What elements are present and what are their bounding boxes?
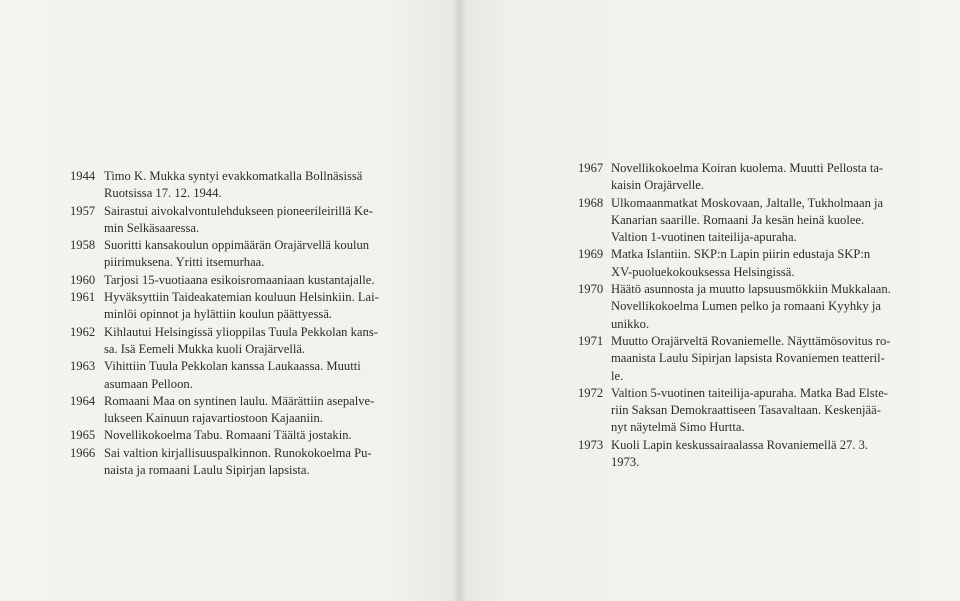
entry-text — [104, 358, 405, 393]
entry-line: Kanarian saarille. Romaani Ja kesän heinä kuolee. — [611, 212, 865, 227]
timeline-entry — [70, 324, 405, 359]
entry-text — [104, 445, 405, 480]
entry-year: 1962 — [70, 324, 96, 339]
entry-line: Kuoli Lapin keskussairaalassa Rovaniemellä 27. 3. — [611, 437, 869, 452]
entry-text — [104, 168, 405, 203]
entry-year: 1964 — [70, 393, 96, 408]
timeline-entry — [70, 168, 405, 203]
entry-line: asumaan Pelloon. — [104, 376, 193, 391]
entry-text — [611, 333, 918, 385]
book-spine — [452, 0, 466, 601]
entry-text — [104, 203, 405, 238]
timeline-entry — [578, 281, 918, 333]
entry-line: Tarjosi 15-vuotiaana esikoisromaaniaan kustantajalle. — [104, 272, 375, 287]
timeline-entry — [578, 333, 918, 385]
entry-line: Ruotsissa 17. 12. 1944. — [104, 186, 222, 201]
entry-line: Vihittiin Tuula Pekkolan kanssa Laukaassa. Muutti — [104, 359, 361, 374]
entry-line: Novellikokoelma Koiran kuolema. Muutti Pellosta ta- — [611, 161, 884, 175]
entry-text — [611, 385, 918, 437]
entry-year: 1961 — [70, 290, 96, 305]
entry-year: 1965 — [70, 428, 96, 443]
entry-text — [104, 427, 405, 444]
entry-line: Sairastui aivokalvontulehdukseen pioneerileirillä Ke- — [104, 203, 373, 218]
entry-text — [104, 237, 405, 272]
entry-text — [104, 324, 405, 359]
entry-line: kaisin Orajärvelle. — [611, 178, 705, 193]
timeline-entry — [70, 237, 405, 272]
timeline-right — [578, 160, 918, 471]
entry-year: 1957 — [70, 203, 96, 218]
timeline-entry — [70, 427, 405, 444]
timeline-entry — [70, 358, 405, 393]
entry-year: 1973 — [578, 437, 604, 452]
timeline-entry — [70, 289, 405, 324]
entry-text — [611, 246, 918, 281]
entry-text — [611, 437, 918, 472]
entry-year: 1968 — [578, 195, 604, 210]
entry-text — [104, 272, 405, 289]
entry-line: Romaani Maa on syntinen laulu. Määrättiin asepalve- — [104, 393, 375, 408]
entry-text — [611, 281, 918, 333]
timeline-left — [70, 168, 405, 479]
timeline-entry — [70, 203, 405, 238]
entry-line: Novellikokoelma Tabu. Romaani Täältä jostakin. — [104, 428, 352, 443]
entry-line: Sai valtion kirjallisuuspalkinnon. Runokokoelma Pu- — [104, 445, 372, 460]
timeline-entry — [70, 445, 405, 480]
timeline-entry — [578, 195, 918, 247]
timeline-entry — [70, 393, 405, 428]
entry-line: Muutto Orajärveltä Rovaniemelle. Näyttämösovitus ro- — [611, 333, 891, 348]
entry-line: Ulkomaanmatkat Moskovaan, Jaltalle, Tukholmaan ja — [611, 195, 884, 210]
entry-line: Valtion 5-vuotinen taiteilija-apuraha. Matka Bad Elste- — [611, 385, 888, 400]
entry-year: 1960 — [70, 272, 96, 287]
entry-line: le. — [611, 368, 624, 383]
entry-year: 1944 — [70, 169, 96, 183]
entry-text — [611, 160, 918, 195]
entry-line: naista ja romaani Laulu Sipirjan lapsista. — [104, 463, 310, 478]
entry-year: 1958 — [70, 238, 96, 253]
timeline-entry — [578, 385, 918, 437]
entry-year: 1967 — [578, 161, 604, 175]
entry-year: 1971 — [578, 333, 604, 348]
entry-line: Matka Islantiin. SKP:n Lapin piirin edustaja SKP:n — [611, 247, 871, 262]
entry-line: Novellikokoelma Lumen pelko ja romaani Kyyhky ja — [611, 299, 881, 314]
entry-line: Suoritti kansakoulun oppimäärän Orajärvellä koulun — [104, 238, 370, 253]
entry-line: piirimuksena. Yritti itsemurhaa. — [104, 255, 265, 270]
entry-line: Kihlautui Helsingissä ylioppilas Tuula Pekkolan kans- — [104, 324, 378, 339]
entry-line: Timo K. Mukka syntyi evakkomatkalla Bollnäsissä — [104, 169, 363, 183]
timeline-entry — [578, 437, 918, 472]
entry-line: min Selkäsaaressa. — [104, 220, 200, 235]
entry-line: Häätö asunnosta ja muutto lapsuusmökkiin Mukkalaan. — [611, 282, 891, 297]
entry-year: 1970 — [578, 282, 604, 297]
entry-text — [104, 393, 405, 428]
entry-line: XV-puoluekokouksessa Helsingissä. — [611, 264, 795, 279]
timeline-entry — [70, 272, 405, 289]
entry-year: 1972 — [578, 385, 604, 400]
entry-text — [104, 289, 405, 324]
entry-line: unikko. — [611, 316, 650, 331]
entry-line: Valtion 1-vuotinen taiteilija-apuraha. — [611, 230, 797, 245]
timeline-entry — [578, 246, 918, 281]
entry-line: nyt näytelmä Simo Hurtta. — [611, 420, 745, 435]
entry-line: 1973. — [611, 455, 640, 470]
entry-line: lukseen Kainuun rajavartiostoon Kajaaniin. — [104, 411, 323, 426]
entry-line: riin Saksan Demokraattiseen Tasavaltaan. Keskenjää- — [611, 403, 881, 418]
entry-text — [611, 195, 918, 247]
entry-year: 1969 — [578, 247, 604, 262]
timeline-entry — [578, 160, 918, 195]
entry-year: 1963 — [70, 359, 96, 374]
entry-line: Hyväksyttiin Taideakatemian kouluun Helsinkiin. Lai- — [104, 290, 379, 305]
entry-line: sa. Isä Eemeli Mukka kuoli Orajärvellä. — [104, 341, 306, 356]
entry-line: maanista Laulu Sipirjan lapsista Rovaniemen teatteril- — [611, 351, 885, 366]
entry-year: 1966 — [70, 445, 96, 460]
entry-line: minlöi opinnot ja hylättiin koulun päättyessä. — [104, 307, 333, 322]
